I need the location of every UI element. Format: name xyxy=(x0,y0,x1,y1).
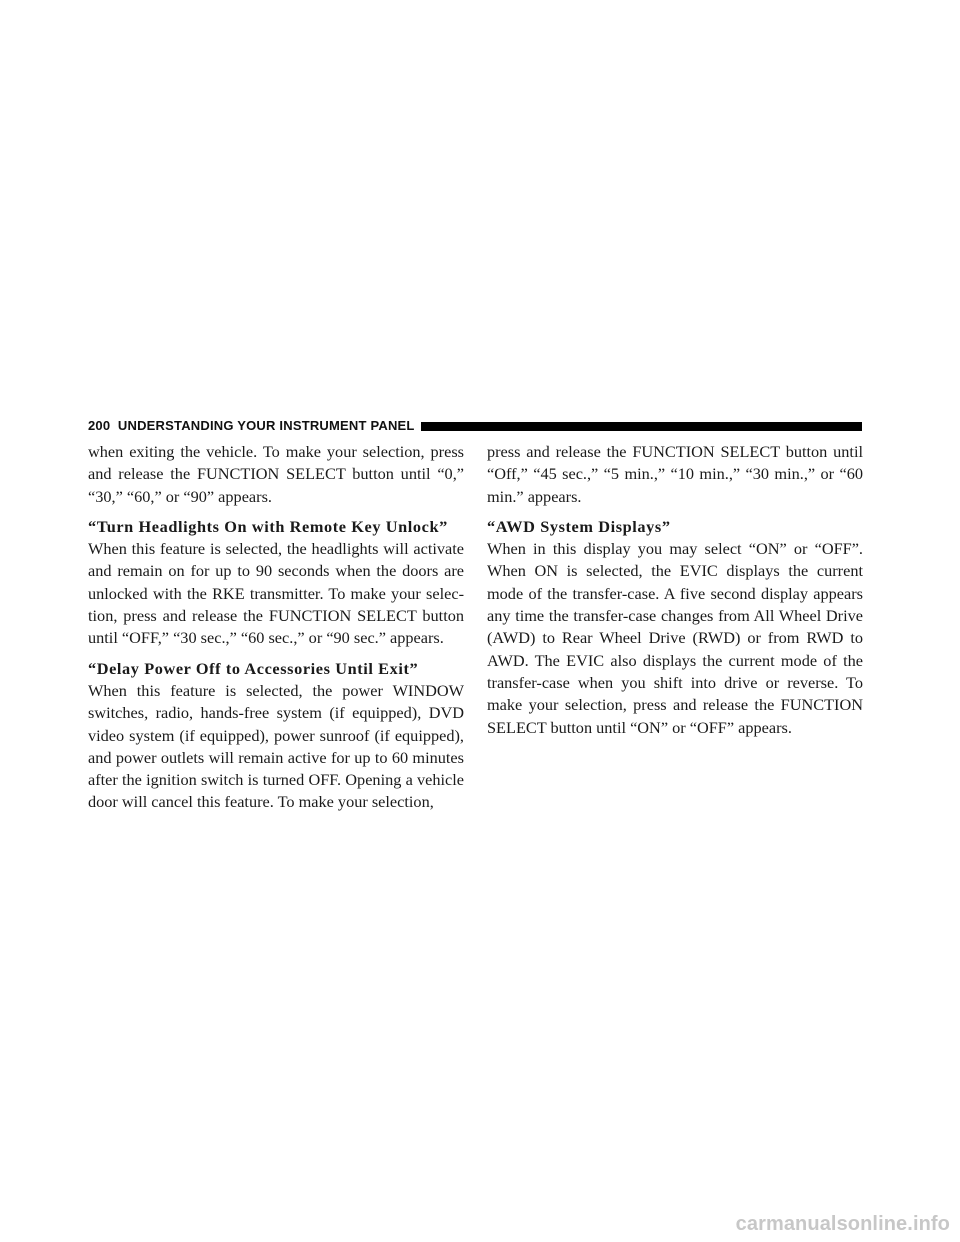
section-body-headlights: When this feature is selected, the headlights will activate and remain on for up to 90 seconds when the doors are unlocked with the RKE transmitter. To make your selec-tion, press and release the FUNCTION SELECT button until “OFF,” “30 sec.,” “60 sec.,” or “90 sec.” appears. xyxy=(88,539,464,648)
running-header-label xyxy=(88,419,415,433)
header-rule xyxy=(421,422,862,431)
running-header xyxy=(88,418,862,434)
section-body-delay-power: When this feature is selected, the power WINDOW switches, radio, hands-free system (if equipped), DVD video system (if equipped), power sunroof (if equipped), and power outlets will remain active for up to 60 minutes after the ignition switch is turned OFF. Opening a vehicle door will cancel this feature. To make your selection, xyxy=(88,680,464,812)
section-title: UNDERSTANDING YOUR INSTRUMENT PANEL xyxy=(117,418,415,433)
section-body-awd: When in this display you may select “ON” or “OFF”. When ON is selected, the EVIC displays the current mode of the transfer-case. A five second display appears any time the transfer-case changes from All Wheel Drive (AWD) to Rear Wheel Drive (RWD) or from RWD to AWD. The EVIC also displays the current mode of the transfer-case when you shift into drive or reverse. To make your selection, press and release the FUNCTION SELECT button until “ON” or “OFF” appears. xyxy=(487,539,863,737)
left-column xyxy=(88,441,464,814)
continued-paragraph: press and release the FUNCTION SELECT button until “Off,” “45 sec.,” “5 min.,” “10 min.,” “30 min.,” or “60 min.” appears. xyxy=(487,442,863,506)
intro-paragraph: when exiting the vehicle. To make your selection, press and release the FUNCTION SELECT button until “0,” “30,” “60,” or “90” appears. xyxy=(88,442,464,506)
page-number: 200 xyxy=(88,418,111,433)
watermark-link[interactable]: carmanualsonline.info xyxy=(735,1213,950,1235)
right-column xyxy=(487,441,863,739)
section-heading-delay-power: “Delay Power Off to Accessories Until Exit” xyxy=(88,658,419,678)
section-heading-awd: “AWD System Displays” xyxy=(487,516,671,536)
section-heading-headlights: “Turn Headlights On with Remote Key Unlock” xyxy=(88,516,448,536)
